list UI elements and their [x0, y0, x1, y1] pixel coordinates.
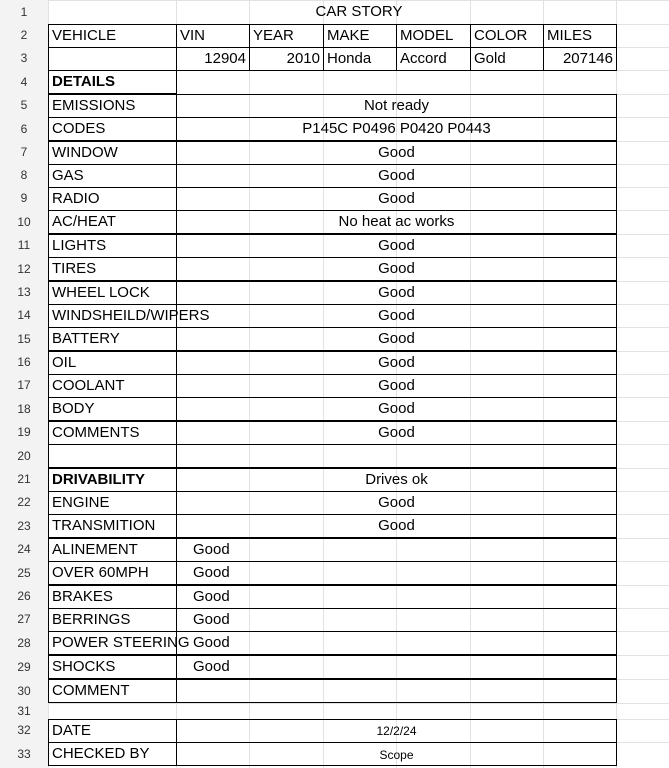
- row-number: 5: [20, 98, 28, 112]
- check-value[interactable]: Good: [176, 561, 617, 585]
- row-number: 26: [17, 589, 31, 603]
- drivability-label[interactable]: TRANSMITION: [48, 514, 177, 538]
- detail-label[interactable]: OIL: [48, 351, 177, 375]
- row-number: 3: [20, 51, 28, 65]
- detail-label[interactable]: TIRES: [48, 257, 177, 281]
- row-number: 33: [17, 747, 31, 761]
- drivability-item-value[interactable]: Good: [176, 514, 617, 538]
- check-value[interactable]: Good: [176, 631, 617, 655]
- detail-label[interactable]: WHEEL LOCK: [48, 281, 177, 305]
- row-number: 20: [17, 449, 31, 463]
- header-year[interactable]: YEAR: [249, 24, 324, 48]
- blank-label-cell[interactable]: [48, 444, 177, 468]
- date-value[interactable]: 12/2/24: [176, 719, 617, 743]
- header-vehicle[interactable]: VEHICLE: [48, 24, 177, 48]
- detail-value[interactable]: P145C P0496 P0420 P0443: [176, 117, 617, 141]
- detail-value[interactable]: No heat ac works: [176, 210, 617, 234]
- row-number: 15: [17, 332, 31, 346]
- checked-by-label[interactable]: CHECKED BY: [48, 742, 177, 766]
- row-number: 13: [17, 285, 31, 299]
- detail-value[interactable]: Good: [176, 234, 617, 258]
- header-vin[interactable]: VIN: [176, 24, 250, 48]
- row-number: 21: [17, 472, 31, 486]
- row-number: 11: [17, 238, 31, 252]
- row-number: 17: [17, 378, 31, 392]
- row-number: 8: [20, 168, 28, 182]
- sheet-title[interactable]: CAR STORY: [315, 3, 403, 20]
- row-number: 25: [17, 566, 31, 580]
- detail-label[interactable]: LIGHTS: [48, 234, 177, 258]
- detail-value[interactable]: Good: [176, 187, 617, 211]
- check-label[interactable]: BRAKES: [48, 585, 177, 609]
- check-label[interactable]: BERRINGS: [48, 608, 177, 632]
- grid-line: [48, 703, 669, 704]
- header-model[interactable]: MODEL: [396, 24, 471, 48]
- detail-value[interactable]: Good: [176, 141, 617, 165]
- vin-value[interactable]: 12904: [176, 47, 250, 71]
- row-number: 16: [17, 355, 31, 369]
- comment-value[interactable]: [176, 679, 617, 703]
- check-label[interactable]: ALINEMENT: [48, 538, 177, 562]
- row-number: 1: [20, 5, 28, 19]
- detail-label[interactable]: WINDSHEILD/WIPERS: [48, 304, 177, 328]
- detail-value[interactable]: Not ready: [176, 94, 617, 118]
- detail-value[interactable]: Good: [176, 327, 617, 351]
- row-number: 32: [17, 723, 31, 737]
- row-number: 24: [17, 542, 31, 556]
- model-value[interactable]: Accord: [396, 47, 471, 71]
- drivability-value[interactable]: Drives ok: [176, 468, 617, 492]
- comment-label[interactable]: COMMENT: [48, 679, 177, 703]
- row-number: 22: [17, 495, 31, 509]
- detail-value[interactable]: Good: [176, 164, 617, 188]
- date-label[interactable]: DATE: [48, 719, 177, 743]
- blank-value-cell[interactable]: [176, 444, 617, 468]
- detail-value[interactable]: Good: [176, 281, 617, 305]
- row-number: 2: [20, 28, 28, 42]
- drivability-heading[interactable]: DRIVABILITY: [48, 468, 177, 492]
- row-number: 9: [20, 191, 28, 205]
- row-number: 29: [17, 660, 31, 674]
- check-value[interactable]: Good: [176, 538, 617, 562]
- row-number: 10: [17, 215, 31, 229]
- detail-label[interactable]: COMMENTS: [48, 421, 177, 445]
- check-value[interactable]: Good: [176, 655, 617, 679]
- year-value[interactable]: 2010: [249, 47, 324, 71]
- row-number: 31: [17, 704, 31, 718]
- detail-label[interactable]: CODES: [48, 117, 177, 141]
- header-miles[interactable]: MILES: [543, 24, 617, 48]
- detail-value[interactable]: Good: [176, 351, 617, 375]
- detail-label[interactable]: BODY: [48, 397, 177, 421]
- row-number: 28: [17, 636, 31, 650]
- make-value[interactable]: Honda: [323, 47, 397, 71]
- detail-label[interactable]: RADIO: [48, 187, 177, 211]
- detail-value[interactable]: Good: [176, 421, 617, 445]
- row-number: 27: [17, 612, 31, 626]
- row-number: 12: [17, 262, 31, 276]
- detail-value[interactable]: Good: [176, 397, 617, 421]
- vehicle-blank-cell[interactable]: [48, 47, 177, 71]
- detail-label[interactable]: WINDOW: [48, 141, 177, 165]
- drivability-label[interactable]: ENGINE: [48, 491, 177, 515]
- row-number: 4: [20, 75, 28, 89]
- detail-value[interactable]: Good: [176, 374, 617, 398]
- detail-value[interactable]: Good: [176, 257, 617, 281]
- detail-value[interactable]: Good: [176, 304, 617, 328]
- row-number: 23: [17, 519, 31, 533]
- row-number: 14: [17, 308, 31, 322]
- detail-label[interactable]: AC/HEAT: [48, 210, 177, 234]
- header-make[interactable]: MAKE: [323, 24, 397, 48]
- row-number: 7: [20, 145, 28, 159]
- detail-label[interactable]: GAS: [48, 164, 177, 188]
- check-value[interactable]: Good: [176, 608, 617, 632]
- check-label[interactable]: OVER 60MPH: [48, 561, 177, 585]
- check-label[interactable]: POWER STEERING: [48, 631, 177, 655]
- color-value[interactable]: Gold: [470, 47, 544, 71]
- row-number: 19: [17, 425, 31, 439]
- drivability-item-value[interactable]: Good: [176, 491, 617, 515]
- detail-label[interactable]: BATTERY: [48, 327, 177, 351]
- checked-by-value[interactable]: Scope: [176, 742, 617, 766]
- miles-value[interactable]: 207146: [543, 47, 617, 71]
- header-color[interactable]: COLOR: [470, 24, 544, 48]
- check-value[interactable]: Good: [176, 585, 617, 609]
- detail-label[interactable]: EMISSIONS: [48, 94, 177, 118]
- row-number: 30: [17, 684, 31, 698]
- detail-label[interactable]: COOLANT: [48, 374, 177, 398]
- row-number: 6: [20, 122, 28, 136]
- check-label[interactable]: SHOCKS: [48, 655, 177, 679]
- details-heading[interactable]: DETAILS: [48, 70, 177, 94]
- row-number: 18: [17, 402, 31, 416]
